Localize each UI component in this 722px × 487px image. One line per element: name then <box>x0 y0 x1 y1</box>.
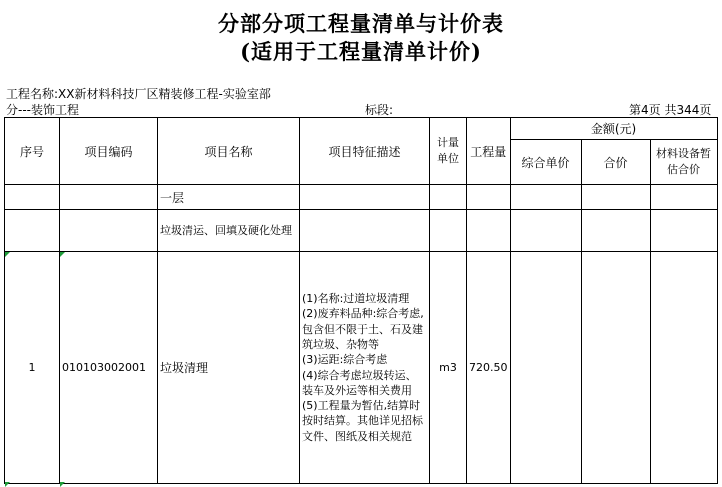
cell-indicator-icon <box>5 252 10 257</box>
cell-qty[interactable]: 720.50 <box>467 252 511 484</box>
header-amount[interactable]: 金额(元) <box>510 118 717 140</box>
header-qty[interactable]: 工程量 <box>467 118 511 185</box>
bill-table <box>4 117 718 484</box>
header-feature[interactable]: 项目特征描述 <box>300 118 430 185</box>
cell-total[interactable] <box>581 252 650 484</box>
table-row <box>5 252 718 484</box>
cell-name[interactable]: 垃圾清理 <box>158 252 300 484</box>
page-number: 第4页 共344页 <box>629 103 712 117</box>
header-name[interactable]: 项目名称 <box>158 118 300 185</box>
cell-code[interactable]: 010103002001 <box>60 252 158 484</box>
section-name: 分---装饰工程 <box>6 103 79 117</box>
cell-seq[interactable] <box>5 210 60 252</box>
cell-unit-price[interactable] <box>510 252 581 484</box>
cell-name[interactable]: 垃圾清运、回填及硬化处理 <box>158 210 300 252</box>
header-seq[interactable]: 序号 <box>5 118 60 185</box>
header-code[interactable]: 项目编码 <box>60 118 158 185</box>
cell-qty[interactable] <box>467 185 511 210</box>
cell-unit-price[interactable] <box>510 210 581 252</box>
cell-unit[interactable] <box>430 185 467 210</box>
page-subtitle: (适用于工程量清单计价) <box>240 39 482 64</box>
page-title: 分部分项工程量清单与计价表 <box>218 11 504 36</box>
cell-feature[interactable] <box>300 185 430 210</box>
cell-seq[interactable] <box>5 185 60 210</box>
cell-name[interactable]: 一层 <box>158 185 300 210</box>
cell-code[interactable] <box>60 185 158 210</box>
cell-qty[interactable] <box>467 210 511 252</box>
cell-seq[interactable]: 1 <box>5 252 60 484</box>
project-name: 工程名称:XX新材料科技厂区精装修工程-实验室部 <box>6 87 271 101</box>
cell-unit[interactable]: m3 <box>430 252 467 484</box>
cell-total[interactable] <box>581 210 650 252</box>
header-material[interactable]: 材料设备暂估合价 <box>650 140 717 185</box>
cell-feature[interactable] <box>300 252 430 484</box>
header-unit-price[interactable]: 综合单价 <box>510 140 581 185</box>
cell-unit-price[interactable] <box>510 185 581 210</box>
cell-total[interactable] <box>581 185 650 210</box>
cell-indicator-icon <box>60 252 65 257</box>
cell-feature[interactable] <box>300 210 430 252</box>
cell-material[interactable] <box>650 252 717 484</box>
cell-unit[interactable] <box>430 210 467 252</box>
bid-section-label: 标段: <box>365 103 394 117</box>
table-row <box>5 185 718 210</box>
cell-code[interactable] <box>60 210 158 252</box>
table-row <box>5 210 718 252</box>
cell-material[interactable] <box>650 185 717 210</box>
header-unit[interactable]: 计量单位 <box>430 118 467 185</box>
header-total[interactable]: 合价 <box>581 140 650 185</box>
cell-material[interactable] <box>650 210 717 252</box>
feature-text: (1)名称:过道垃圾清理 (2)废弃料品种:综合考虑,包含但不限于土、石及建筑垃圾、杂物等 (3)运距:综合考虑 (4)综合考虑垃圾转运、装车及外运等相关费用 (5)工程量为暂估,结算时按时结算。其他详见招标文件、图纸及相关规范 <box>302 292 424 443</box>
